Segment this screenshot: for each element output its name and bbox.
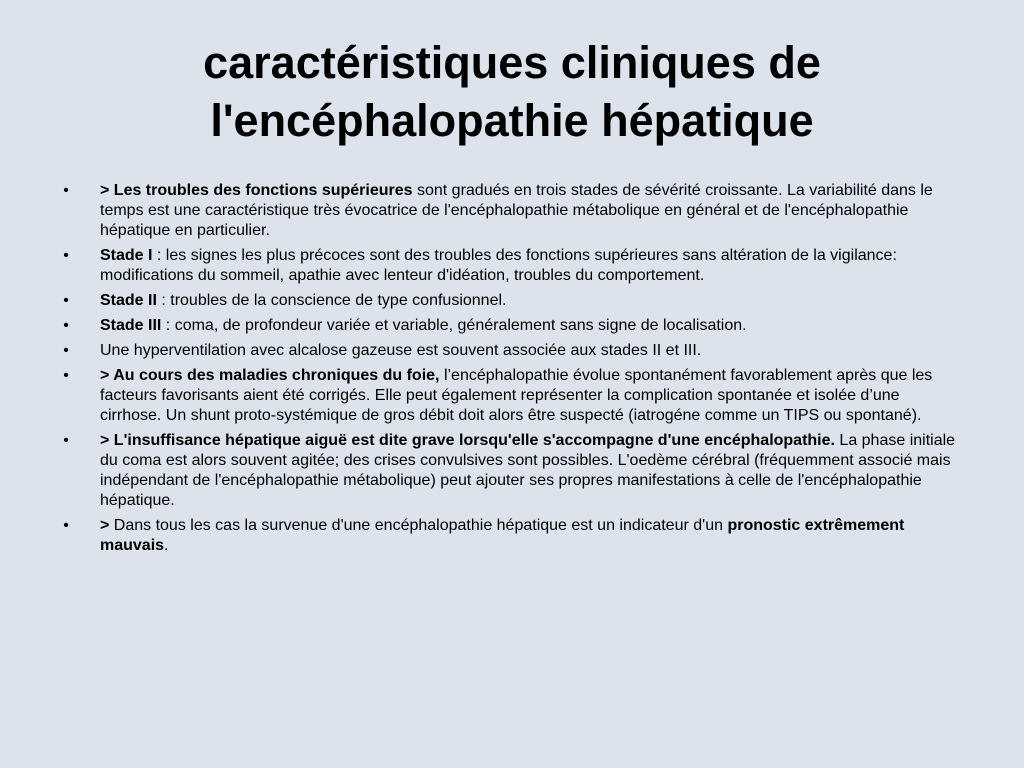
bullet-icon: • — [63, 182, 69, 199]
bullet-item-insuffisance-hepatique — [60, 431, 965, 511]
bullet-bold-text: > — [100, 517, 110, 534]
bullet-icon: • — [63, 317, 69, 334]
bullet-item-maladies-chroniques — [60, 366, 965, 426]
bullet-item-pronostic — [60, 516, 965, 556]
bullet-icon: • — [63, 292, 69, 309]
bullet-item-fonctions-superieures — [60, 181, 965, 241]
bullet-icon: • — [63, 432, 69, 449]
bullet-text: Une hyperventilation avec alcalose gazeuse est souvent associée aux stades II et III. — [100, 342, 702, 359]
bullet-bold-text: > L'insuffisance hépatique aiguë est dite grave lorsqu'elle s'accompagne d'une encéphalopathie. — [100, 432, 835, 449]
slide-title-line-1: caractéristiques cliniques de — [203, 37, 821, 88]
bullet-bold-text-pronostic: pronostic extrêmement mauvais — [100, 517, 905, 554]
bullet-item-stade-2 — [60, 291, 965, 311]
bullet-text: Dans tous les cas la survenue d'une encéphalopathie hépatique est un indicateur d'un — [109, 517, 728, 534]
bullet-icon: • — [63, 517, 69, 534]
bullet-text-end: . — [164, 537, 169, 554]
slide-title — [60, 34, 964, 150]
bullet-bold-text: Stade I — [100, 247, 153, 264]
bullet-bold-text: > Les troubles des fonctions supérieures — [100, 182, 413, 199]
bullet-item-hyperventilation — [60, 341, 965, 361]
bullet-icon: • — [63, 247, 69, 264]
bullet-text: : coma, de profondeur variée et variable, généralement sans signe de localisation. — [161, 317, 747, 334]
bullet-text: La phase initiale du coma est alors souvent agitée; des crises convulsives sont possibles. L'oedème cérébral (fréquemment associé mais indépendant de l'encéphalopathie métabolique) peut ajouter ses propres manifestations à celle de l'encéphalopathie hépatique. — [100, 432, 956, 509]
bullet-text: sont gradués en trois stades de sévérité croissante. La variabilité dans le temps est une caractéristique très évocatrice de l'encéphalopathie métabolique en général et de l'encéphalopathie hépatique en particulier. — [100, 182, 933, 239]
bullet-text: l’encéphalopathie évolue spontanément favorablement après que les facteurs favorisants aient été corrigés. Elle peut également représenter la complication spontanée et isolée d’une cirrhose. Un shunt proto-systémique de gros débit doit alors être suspecté (iatrogéne comme un TIPS ou spontané). — [100, 367, 933, 424]
bullet-bold-text: Stade II — [100, 292, 157, 309]
bullet-list — [60, 181, 965, 561]
bullet-item-stade-3 — [60, 316, 965, 336]
bullet-item-stade-1 — [60, 246, 965, 286]
bullet-bold-text: Stade III — [100, 317, 162, 334]
bullet-bold-text: > Au cours des maladies chroniques du foie, — [100, 367, 440, 384]
bullet-icon: • — [63, 342, 69, 359]
bullet-text: : troubles de la conscience de type confusionnel. — [156, 292, 507, 309]
bullet-icon: • — [63, 367, 69, 384]
bullet-text: : les signes les plus précoces sont des troubles des fonctions supérieures sans altération de la vigilance: modifications du sommeil, apathie avec lenteur d'idéation, troubles du comportement. — [100, 247, 897, 284]
slide-title-line-2: l'encéphalopathie hépatique — [210, 95, 814, 146]
